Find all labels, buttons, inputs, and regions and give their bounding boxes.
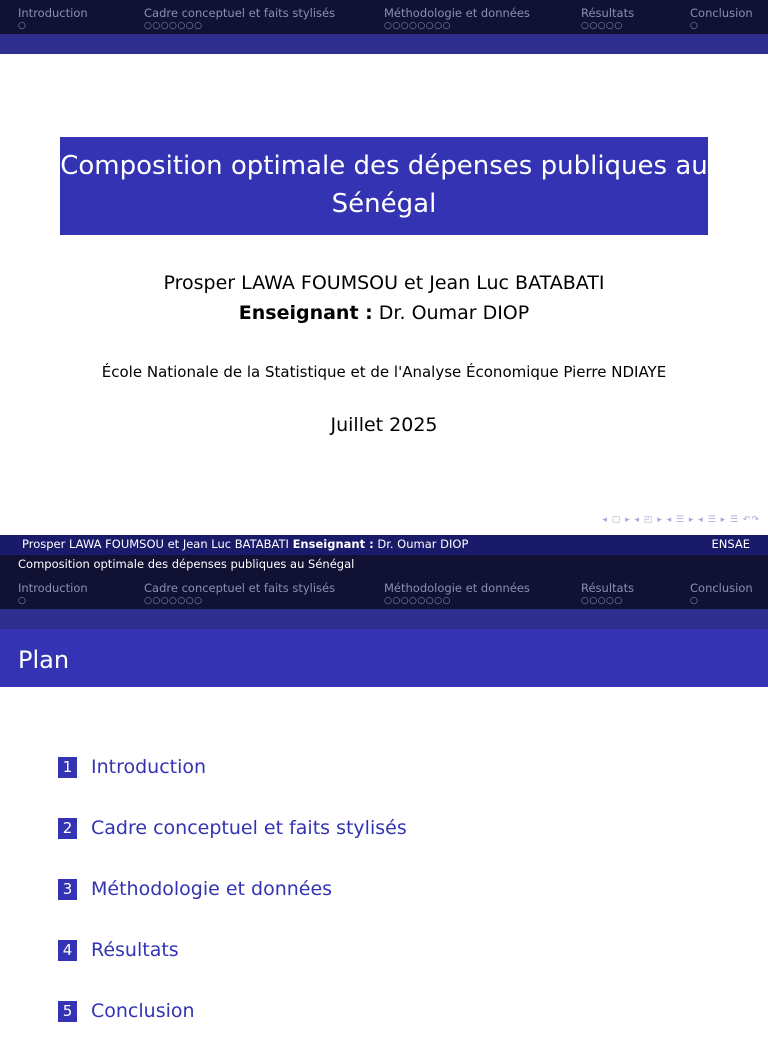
- toc-item-resultats[interactable]: [58, 935, 407, 996]
- nav-section-methodologie[interactable]: [384, 581, 530, 606]
- header-stripe-slide2: [0, 609, 768, 629]
- toc-number: 5: [58, 1001, 77, 1022]
- table-of-contents: [58, 752, 407, 1057]
- toc-item-conclusion[interactable]: [58, 996, 407, 1057]
- footer-author-bar: [0, 535, 768, 555]
- nav-section-cadre[interactable]: [144, 581, 335, 606]
- nav-section-dots[interactable]: ○○○○○○○: [144, 596, 203, 606]
- nav-section-label: Conclusion: [690, 581, 753, 595]
- top-navbar: [0, 0, 768, 34]
- nav-section-dots[interactable]: ○: [18, 21, 27, 31]
- toc-label[interactable]: Résultats: [91, 939, 179, 961]
- toc-label[interactable]: Conclusion: [91, 1000, 195, 1022]
- nav-section-label: Cadre conceptuel et faits stylisés: [144, 6, 336, 20]
- toc-item-methodologie[interactable]: [58, 874, 407, 935]
- nav-section-resultats[interactable]: [581, 6, 634, 31]
- nav-section-cadre[interactable]: [144, 6, 335, 31]
- institute: École Nationale de la Statistique et de l'Analyse Économique Pierre NDIAYE: [101, 363, 667, 381]
- header-stripe: [0, 34, 768, 54]
- nav-section-label: Résultats: [581, 6, 635, 20]
- nav-section-label: Méthodologie et données: [384, 581, 530, 595]
- frame-title-bar: [0, 629, 768, 687]
- frame-title: Plan: [18, 646, 70, 674]
- nav-section-dots[interactable]: ○○○○○: [581, 596, 623, 606]
- toc-label[interactable]: Cadre conceptuel et faits stylisés: [91, 817, 407, 839]
- top-navbar-slide2: [0, 575, 768, 609]
- toc-number: 3: [58, 879, 77, 900]
- toc-label[interactable]: Méthodologie et données: [91, 878, 333, 900]
- footer-authors: Prosper LAWA FOUMSOU et Jean Luc BATABATI: [22, 537, 289, 551]
- toc-number: 4: [58, 940, 77, 961]
- toc-number: 2: [58, 818, 77, 839]
- nav-section-dots[interactable]: ○: [690, 21, 699, 31]
- nav-section-dots[interactable]: ○○○○○○○○: [384, 596, 451, 606]
- teacher-label: Enseignant :: [238, 302, 373, 324]
- footer-title: Composition optimale des dépenses publiques au Sénégal: [18, 557, 355, 571]
- nav-section-introduction[interactable]: [18, 6, 88, 31]
- nav-section-conclusion[interactable]: [690, 581, 753, 606]
- nav-section-dots[interactable]: ○○○○○○○: [144, 21, 203, 31]
- beamer-navigation-icons[interactable]: ◂ ▢ ▸ ◂ ◰ ▸ ◂ ☰ ▸ ◂ ☰ ▸ ☰ ↶↷: [602, 515, 760, 525]
- nav-section-introduction[interactable]: [18, 581, 88, 606]
- toc-number: 1: [58, 757, 77, 778]
- nav-section-resultats[interactable]: [581, 581, 634, 606]
- toc-item-introduction[interactable]: [58, 752, 407, 813]
- footer-teacher-label: Enseignant :: [292, 537, 374, 551]
- footer-title-bar: [0, 555, 768, 575]
- nav-section-dots[interactable]: ○: [690, 596, 699, 606]
- nav-section-dots[interactable]: ○: [18, 596, 27, 606]
- teacher-line: [0, 302, 768, 324]
- title-block: [60, 137, 708, 235]
- toc-label[interactable]: Introduction: [91, 756, 207, 778]
- toc-item-cadre[interactable]: [58, 813, 407, 874]
- presentation-title: Composition optimale des dépenses publiques au Sénégal: [60, 151, 708, 219]
- teacher-name: Dr. Oumar DIOP: [378, 302, 530, 324]
- nav-section-conclusion[interactable]: [690, 6, 753, 31]
- footer-teacher-name: Dr. Oumar DIOP: [377, 537, 469, 551]
- nav-section-label: Introduction: [18, 6, 88, 20]
- footer-left: [22, 537, 468, 551]
- nav-section-label: Introduction: [18, 581, 88, 595]
- nav-section-label: Méthodologie et données: [384, 6, 530, 20]
- footer-institute: ENSAE: [711, 537, 750, 551]
- nav-section-label: Cadre conceptuel et faits stylisés: [144, 581, 336, 595]
- nav-section-label: Résultats: [581, 581, 635, 595]
- nav-section-label: Conclusion: [690, 6, 753, 20]
- nav-section-dots[interactable]: ○○○○○○○○: [384, 21, 451, 31]
- nav-section-dots[interactable]: ○○○○○: [581, 21, 623, 31]
- nav-section-methodologie[interactable]: [384, 6, 530, 31]
- authors: Prosper LAWA FOUMSOU et Jean Luc BATABATI: [163, 272, 605, 294]
- date: Juillet 2025: [330, 414, 438, 436]
